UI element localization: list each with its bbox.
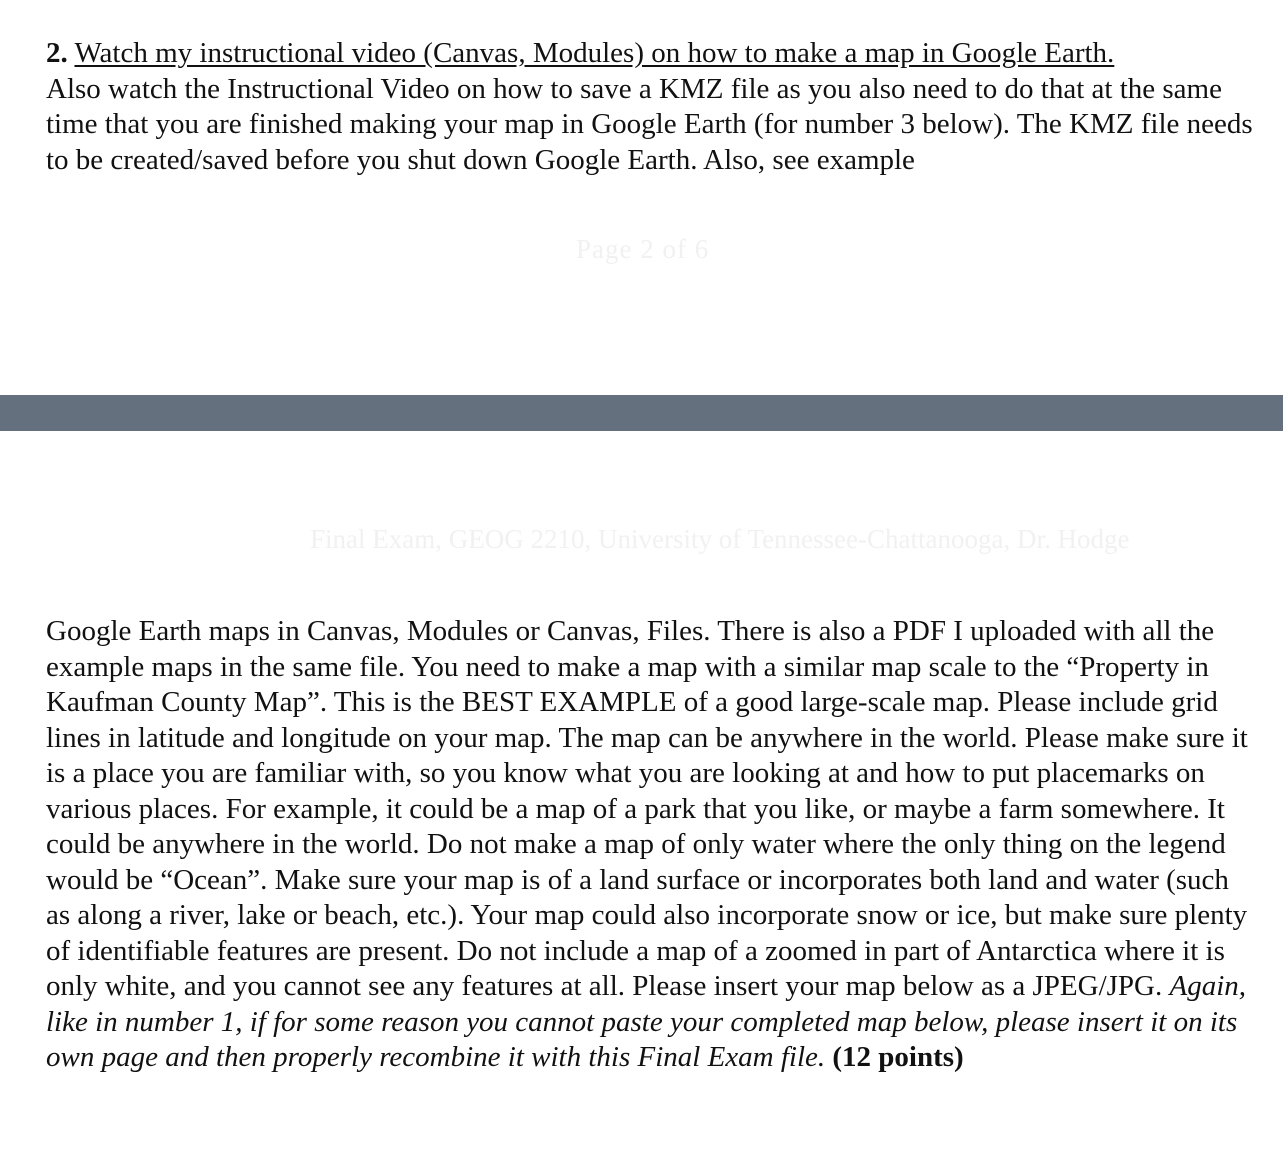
- instruction-italic-note: Again, like in number 1, if for some reason you cannot paste your completed map below, please insert it on its own page and then properly recombine it with this Final Exam file.: [46, 970, 1247, 1073]
- instruction-body-top: Also watch the Instructional Video on how to save a KMZ file as you also need to do that at the same time that you are finished making your map in Google Earth (for number 3 below). The KMZ file needs to be created/saved before you shut down Google Earth. Also, see example: [46, 72, 1253, 176]
- instruction-continued: [46, 614, 1256, 1076]
- page-separator: [0, 395, 1283, 431]
- document-page-bottom: [0, 431, 1283, 1169]
- instructional-video-link[interactable]: Watch my instructional video (Canvas, Modules) on how to make a map in Google Earth.: [74, 37, 1115, 69]
- instruction-body-bottom: Google Earth maps in Canvas, Modules or Canvas, Files. There is also a PDF I uploaded with all the example maps in the same file. You need to make a map with a similar map scale to the “Property in Kaufman County Map”. This is the BEST EXAMPLE of a good large-scale map. Please include grid lines in latitude and longitude on your map. The map can be anywhere in the world. Please make sure it is a place you are familiar with, so you know what you are looking at and how to put placemarks on various places. For example, it could be a map of a park that you like, or maybe a farm somewhere. It could be anywhere in the world. Do not make a map of only water where the only thing on the legend would be “Ocean”. Make sure your map is of a land surface or incorporates both land and water (such as along a river, lake or beach, etc.). Your map could also incorporate snow or ice, but make sure plenty of identifiable features are present. Do not include a map of a zoomed in part of Antarctica where it is only white, and you cannot see any features at all. Please insert your map below as a JPEG/JPG.: [46, 615, 1248, 1002]
- item-number: 2.: [46, 37, 68, 69]
- page-footer: Page 2 of 6: [576, 234, 710, 264]
- instruction-item-2: [46, 36, 1256, 178]
- document-page-top: [0, 0, 1283, 395]
- page-header: Final Exam, GEOG 2210, University of Tennessee-Chattanooga, Dr. Hodge: [310, 524, 1130, 554]
- points-label: (12 points): [832, 1041, 964, 1073]
